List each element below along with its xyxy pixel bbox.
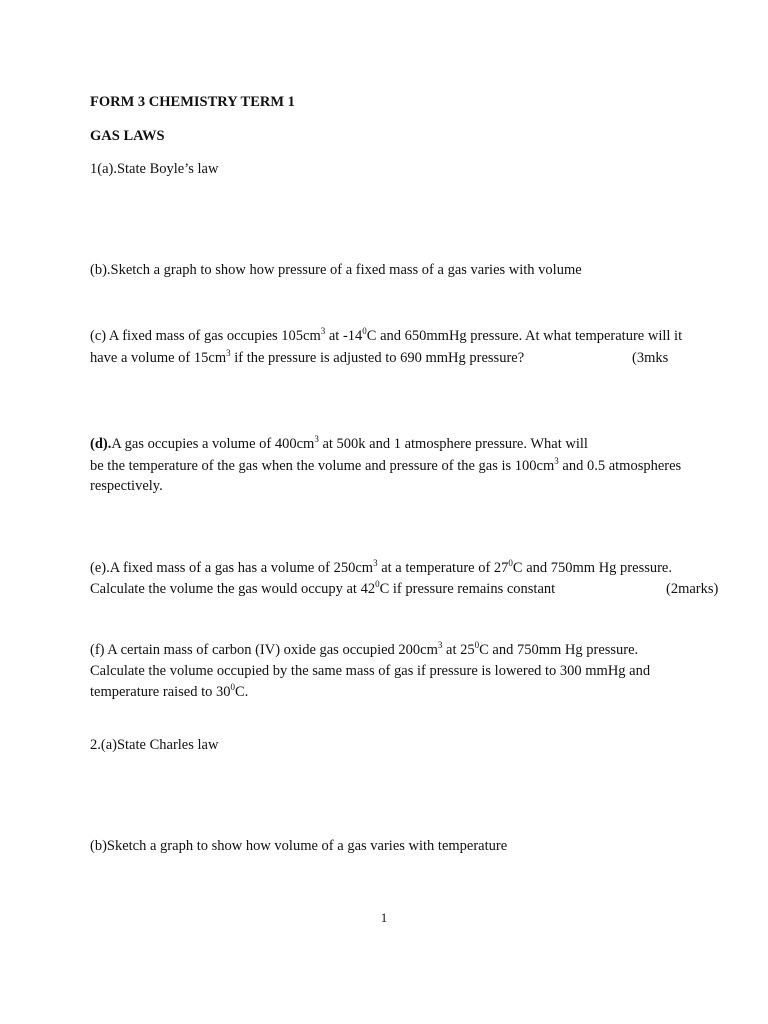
question-1c-marks: (3mks [632,350,669,366]
question-1d-line-1: (d).A gas occupies a volume of $400cm^3$ at 500k and 1 atmosphere pressure. What will [90,434,588,452]
question-1c-line-2: have a volume of $15cm^3$ if the pressure is adjusted to 690 mmHg pressure? [90,348,525,366]
question-2b: (b)Sketch a graph to show how volume of a gas varies with temperature [90,838,508,854]
question-2a: 2.(a)State Charles law [90,737,219,753]
question-1d-line-3: respectively. [90,478,163,494]
question-1b: (b).Sketch a graph to show how pressure of a fixed mass of a gas varies with volume [90,262,582,278]
question-1f-line-1: (f) A certain mass of carbon (IV) oxide gas occupied $200cm^3$ at $25^0C$ and 750mm Hg pressure. [90,640,639,658]
question-1e-line-2: Calculate the volume the gas would occupy at $42^0C$ if pressure remains constant [90,579,556,597]
question-1e-line-1: (e).A fixed mass of a gas has a volume of $250cm^3$ at a temperature of $27^0C$ and 750mm Hg pressure. [90,558,672,576]
section-heading: GAS LAWS [90,128,165,144]
question-1f-line-3: temperature raised to $30^0C$. [90,682,249,700]
page-title: FORM 3 CHEMISTRY TERM 1 [90,94,295,110]
question-1e-marks: (2marks) [666,581,719,597]
question-1c-line-1: (c) A fixed mass of gas occupies $105cm^3$ at $-14^0C$ and 650mmHg pressure. At what temperature will it [90,326,683,344]
page-number: 1 [380,910,388,925]
question-1d-line-2: be the temperature of the gas when the volume and pressure of the gas is $100cm^3$ and 0.5 atmospheres [90,456,682,474]
question-1f-line-2: Calculate the volume occupied by the same mass of gas if pressure is lowered to 300 mmHg and [90,663,651,679]
question-1a: 1(a).State Boyle’s law [90,161,219,177]
